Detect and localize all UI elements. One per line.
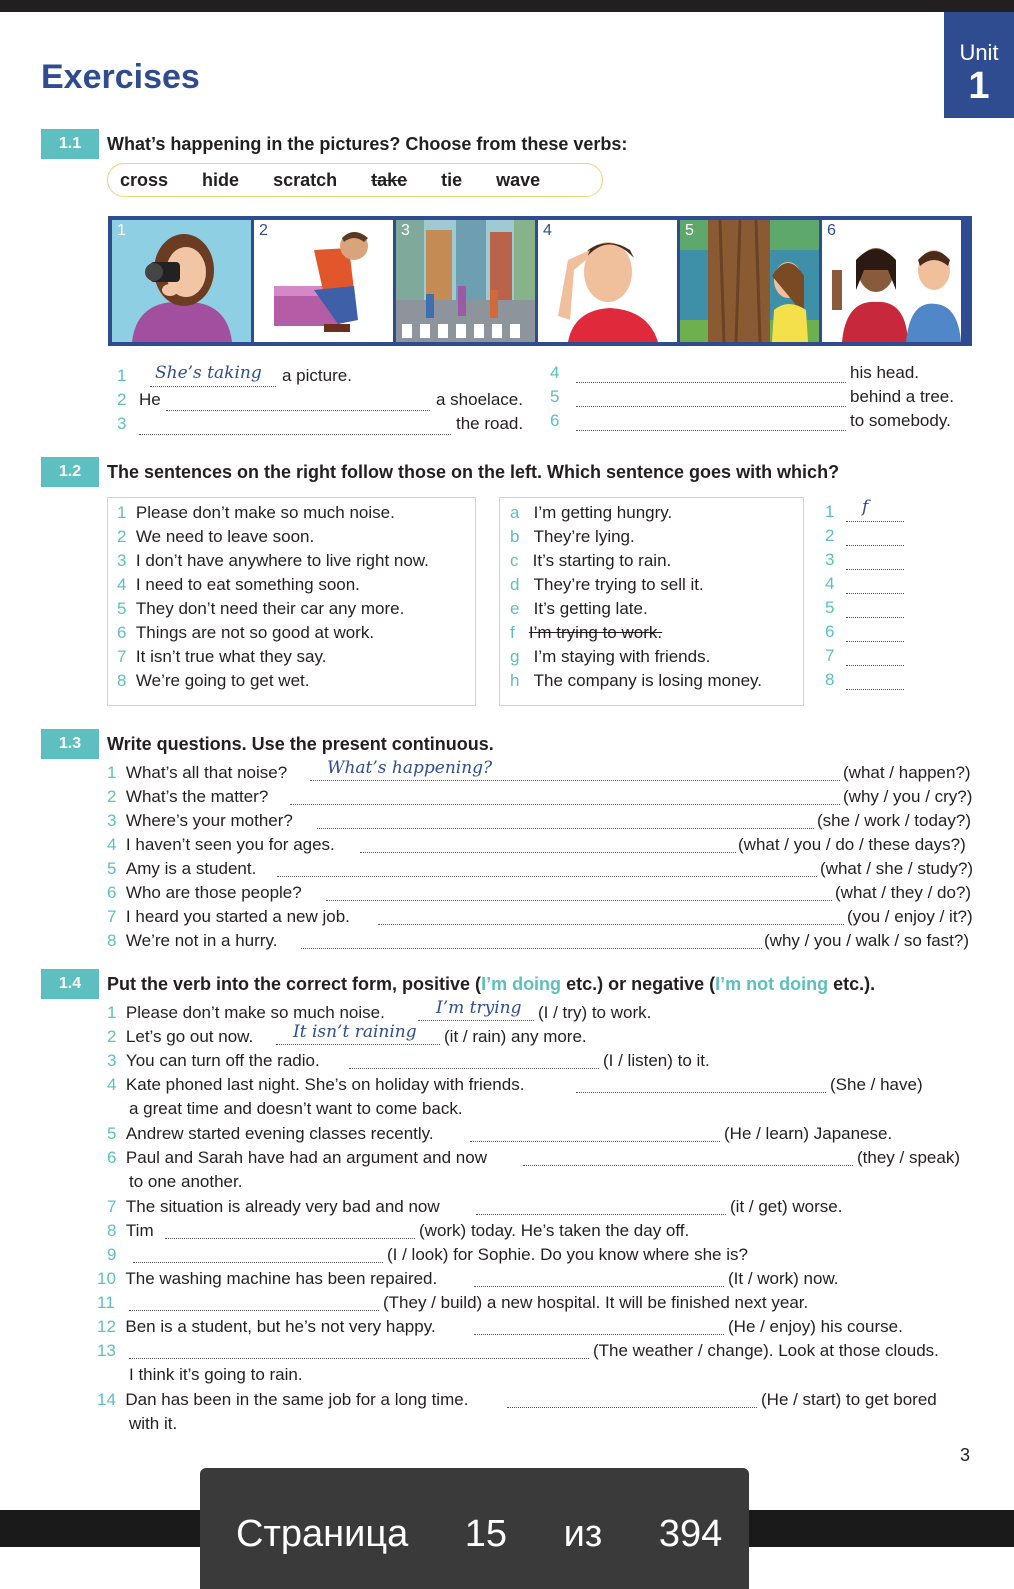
list-item: 5 They don’t need their car any more. bbox=[117, 599, 405, 618]
answer-blank[interactable] bbox=[317, 828, 814, 829]
answer-line-3: 3 bbox=[117, 414, 127, 433]
handwritten-answer: I’m trying bbox=[436, 998, 522, 1018]
exercise-line-11: 11 bbox=[97, 1293, 115, 1312]
list-item: e It’s getting late. bbox=[510, 599, 648, 618]
hint: (what / you / do / these days?) bbox=[738, 835, 966, 854]
list-item: 3 I don’t have anywhere to live right now. bbox=[117, 551, 429, 570]
answer-blank[interactable] bbox=[139, 434, 451, 435]
answer-blank[interactable] bbox=[576, 382, 846, 383]
hint: (why / you / cry?) bbox=[843, 787, 973, 806]
handwritten-answer: f bbox=[862, 497, 869, 517]
exercise-title-1-3: Write questions. Use the present continuous. bbox=[107, 734, 494, 754]
list-item: 1 Please don’t make so much noise. bbox=[117, 503, 395, 522]
hint: (They / build) a new hospital. It will be finished next year. bbox=[383, 1293, 809, 1312]
answer-blank[interactable] bbox=[846, 593, 904, 594]
answer-blank[interactable] bbox=[378, 924, 844, 925]
hint: (what / happen?) bbox=[843, 763, 971, 782]
hint: (they / speak) bbox=[857, 1148, 960, 1167]
answer-text: to somebody. bbox=[850, 411, 951, 430]
answer-text: the road. bbox=[456, 414, 524, 433]
panel-number: 4 bbox=[543, 222, 552, 239]
hint: (what / she / study?) bbox=[820, 859, 974, 878]
unit-label: Unit bbox=[959, 40, 999, 65]
answer-blank[interactable] bbox=[523, 1165, 853, 1166]
handwritten-answer: It isn’t raining bbox=[293, 1022, 417, 1042]
answer-blank[interactable] bbox=[846, 545, 904, 546]
match-answer-4: 4 bbox=[825, 574, 835, 593]
exercise-line-13: 13 bbox=[97, 1341, 116, 1360]
picture-panel-5 bbox=[680, 220, 819, 342]
exercise-number-1-2: 1.2 bbox=[41, 457, 99, 487]
hint: (He / learn) Japanese. bbox=[724, 1124, 893, 1143]
answer-blank[interactable] bbox=[166, 410, 430, 411]
answer-line-1: 1 bbox=[117, 366, 127, 385]
answer-line-4: 4 bbox=[550, 363, 560, 382]
verb-item-used: take bbox=[371, 169, 408, 190]
panel-number: 1 bbox=[117, 222, 126, 239]
hint: (He / start) to get bored bbox=[761, 1390, 937, 1409]
answer-blank[interactable] bbox=[846, 617, 904, 618]
hint: (She / have) bbox=[830, 1075, 923, 1094]
answer-blank[interactable] bbox=[474, 1334, 724, 1335]
exercise-number-1-4: 1.4 bbox=[41, 969, 99, 999]
list-item: 8 We’re going to get wet. bbox=[117, 671, 310, 690]
answer-blank[interactable] bbox=[276, 1044, 440, 1045]
list-item: 7 It isn’t true what they say. bbox=[117, 647, 327, 666]
answer-text: He bbox=[139, 390, 161, 409]
hint: (she / work / today?) bbox=[817, 811, 972, 830]
total-pages: 394 bbox=[658, 1513, 723, 1555]
exercise-line-3: 3 You can turn off the radio. bbox=[107, 1051, 320, 1070]
verb-item: scratch bbox=[273, 169, 338, 190]
list-item: 6 Things are not so good at work. bbox=[117, 623, 375, 642]
answer-blank[interactable] bbox=[846, 521, 904, 522]
hint: (it / rain) any more. bbox=[444, 1027, 587, 1046]
exercise-line-14: 14 Dan has been in the same job for a long time. bbox=[97, 1390, 469, 1409]
answer-text: a shoelace. bbox=[436, 390, 523, 409]
list-item: a I’m getting hungry. bbox=[510, 503, 673, 522]
exercise-line-1: 1 Please don’t make so much noise. bbox=[107, 1003, 385, 1022]
answer-text: a picture. bbox=[282, 366, 352, 385]
answer-blank[interactable] bbox=[310, 780, 840, 781]
answer-blank[interactable] bbox=[507, 1407, 757, 1408]
answer-line-6: 6 bbox=[550, 411, 560, 430]
verb-item: hide bbox=[202, 169, 240, 190]
exercise-title-1-4: Put the verb into the correct form, positive (I’m doing etc.) or negative (I’m not doing etc.). bbox=[107, 974, 876, 994]
shoelace-illustration bbox=[254, 220, 393, 342]
crossing-illustration bbox=[396, 220, 535, 342]
verb-item: cross bbox=[120, 169, 169, 190]
match-answer-2: 2 bbox=[825, 526, 835, 545]
exercise-line-2: 2 Let’s go out now. bbox=[107, 1027, 254, 1046]
answer-blank[interactable] bbox=[476, 1214, 726, 1215]
of-word: из bbox=[563, 1513, 603, 1555]
picture-panel-1 bbox=[112, 220, 251, 342]
hint: (I / try) to work. bbox=[538, 1003, 652, 1022]
answer-blank[interactable] bbox=[150, 386, 276, 387]
exercise-title-1-2: The sentences on the right follow those on the left. Which sentence goes with which? bbox=[107, 462, 840, 482]
question-line-1: 1 What’s all that noise? bbox=[107, 763, 288, 782]
page-title: Exercises bbox=[41, 58, 200, 96]
answer-blank[interactable] bbox=[576, 406, 846, 407]
answer-blank[interactable] bbox=[846, 665, 904, 666]
question-line-2: 2 What’s the matter? bbox=[107, 787, 269, 806]
match-answer-3: 3 bbox=[825, 550, 835, 569]
exercise-line-9: 9 bbox=[107, 1245, 117, 1264]
answer-text: his head. bbox=[850, 363, 919, 382]
hint: (He / enjoy) his course. bbox=[728, 1317, 903, 1336]
answer-blank[interactable] bbox=[133, 1262, 383, 1263]
question-line-5: 5 Amy is a student. bbox=[107, 859, 257, 878]
answer-blank[interactable] bbox=[326, 900, 832, 901]
answer-blank[interactable] bbox=[576, 430, 846, 431]
panel-number: 6 bbox=[827, 222, 836, 239]
question-line-3: 3 Where’s your mother? bbox=[107, 811, 293, 830]
answer-text: behind a tree. bbox=[850, 387, 954, 406]
verb-list bbox=[107, 163, 603, 197]
exercise-line-8: 8 Tim bbox=[107, 1221, 154, 1240]
question-line-6: 6 Who are those people? bbox=[107, 883, 302, 902]
exercise-line-5: 5 Andrew started evening classes recently. bbox=[107, 1124, 434, 1143]
page-number: 3 bbox=[960, 1445, 971, 1465]
camera-illustration bbox=[112, 220, 251, 342]
exercise-line-4: 4 Kate phoned last night. She’s on holiday with friends. bbox=[107, 1075, 525, 1094]
picture-panel-2 bbox=[254, 220, 393, 342]
continuation-text: to one another. bbox=[129, 1172, 243, 1191]
question-line-7: 7 I heard you started a new job. bbox=[107, 907, 350, 926]
answer-blank[interactable] bbox=[277, 876, 817, 877]
unit-badge bbox=[944, 12, 1014, 118]
answer-blank[interactable] bbox=[576, 1092, 826, 1093]
question-line-8: 8 We’re not in a hurry. bbox=[107, 931, 278, 950]
picture-strip bbox=[108, 216, 972, 346]
exercise-line-10: 10 The washing machine has been repaired. bbox=[97, 1269, 438, 1288]
exercise-title-1-1: What’s happening in the pictures? Choose from these verbs: bbox=[107, 134, 628, 154]
list-item: 4 I need to eat something soon. bbox=[117, 575, 360, 594]
list-item: 2 We need to leave soon. bbox=[117, 527, 315, 546]
picture-panel-4 bbox=[538, 220, 677, 342]
exercise-line-6: 6 Paul and Sarah have had an argument and now bbox=[107, 1148, 487, 1167]
panel-number: 2 bbox=[259, 222, 268, 239]
answer-blank[interactable] bbox=[846, 569, 904, 570]
answer-blank[interactable] bbox=[474, 1286, 724, 1287]
list-item: g I’m staying with friends. bbox=[510, 647, 711, 666]
current-page: 15 bbox=[464, 1513, 508, 1555]
exercise-number-1-1: 1.1 bbox=[41, 129, 99, 159]
hint: (what / they / do?) bbox=[835, 883, 972, 902]
list-item: b They’re lying. bbox=[510, 527, 635, 546]
question-line-4: 4 I haven’t seen you for ages. bbox=[107, 835, 335, 854]
match-answer-1: 1 bbox=[825, 502, 835, 521]
answer-blank[interactable] bbox=[360, 852, 736, 853]
continuation-text: a great time and doesn’t want to come back. bbox=[129, 1099, 463, 1118]
answer-blank[interactable] bbox=[165, 1238, 415, 1239]
match-answer-7: 7 bbox=[825, 646, 835, 665]
top-bar bbox=[0, 0, 1014, 12]
continuation-text: I think it’s going to rain. bbox=[129, 1365, 303, 1384]
unit-number: 1 bbox=[968, 65, 990, 107]
hint: (It / work) now. bbox=[728, 1269, 839, 1288]
hint: (I / look) for Sophie. Do you know where she is? bbox=[387, 1245, 748, 1264]
hint: (The weather / change). Look at those clouds. bbox=[593, 1341, 939, 1360]
hint: (work) today. He’s taken the day off. bbox=[419, 1221, 690, 1240]
list-item-used: f I’m trying to work. bbox=[510, 623, 663, 642]
hint: (why / you / walk / so fast?) bbox=[764, 931, 970, 950]
list-item: h The company is losing money. bbox=[510, 671, 762, 690]
hint: (you / enjoy / it?) bbox=[847, 907, 973, 926]
verb-item: wave bbox=[496, 169, 541, 190]
page-word: Страница bbox=[236, 1513, 409, 1555]
answer-blank[interactable] bbox=[129, 1358, 589, 1359]
exercise-line-7: 7 The situation is already very bad and now bbox=[107, 1197, 440, 1216]
answer-line-5: 5 bbox=[550, 387, 560, 406]
right-sentences-box bbox=[499, 497, 804, 706]
answer-line-2: 2 bbox=[117, 390, 127, 409]
left-sentences-box bbox=[107, 497, 476, 706]
answer-blank[interactable] bbox=[470, 1141, 720, 1142]
panel-number: 3 bbox=[401, 222, 410, 239]
answer-blank[interactable] bbox=[349, 1068, 599, 1069]
exercise-line-12: 12 Ben is a student, but he’s not very happy. bbox=[97, 1317, 436, 1336]
verb-item: tie bbox=[441, 169, 463, 190]
answer-blank[interactable] bbox=[846, 641, 904, 642]
handwritten-answer: What’s happening? bbox=[327, 758, 493, 778]
scratch-head-illustration bbox=[538, 220, 677, 342]
match-answer-5: 5 bbox=[825, 598, 835, 617]
hint: (I / listen) to it. bbox=[603, 1051, 710, 1070]
hint: (it / get) worse. bbox=[730, 1197, 843, 1216]
picture-panel-6 bbox=[822, 220, 961, 342]
answer-blank[interactable] bbox=[301, 948, 762, 949]
wave-illustration bbox=[822, 220, 961, 342]
tree-illustration bbox=[680, 220, 819, 342]
answer-blank[interactable] bbox=[129, 1310, 379, 1311]
match-answer-6: 6 bbox=[825, 622, 835, 641]
answer-blank[interactable] bbox=[290, 804, 840, 805]
exercise-number-1-3: 1.3 bbox=[41, 729, 99, 759]
list-item: c It’s starting to rain. bbox=[510, 551, 672, 570]
handwritten-answer: She’s taking bbox=[155, 363, 262, 383]
match-answer-8: 8 bbox=[825, 670, 835, 689]
list-item: d They’re trying to sell it. bbox=[510, 575, 704, 594]
answer-blank[interactable] bbox=[846, 689, 904, 690]
continuation-text: with it. bbox=[129, 1414, 178, 1433]
panel-number: 5 bbox=[685, 222, 694, 239]
answer-blank[interactable] bbox=[418, 1020, 534, 1021]
page-indicator bbox=[236, 1510, 768, 1558]
picture-panel-3 bbox=[396, 220, 535, 342]
